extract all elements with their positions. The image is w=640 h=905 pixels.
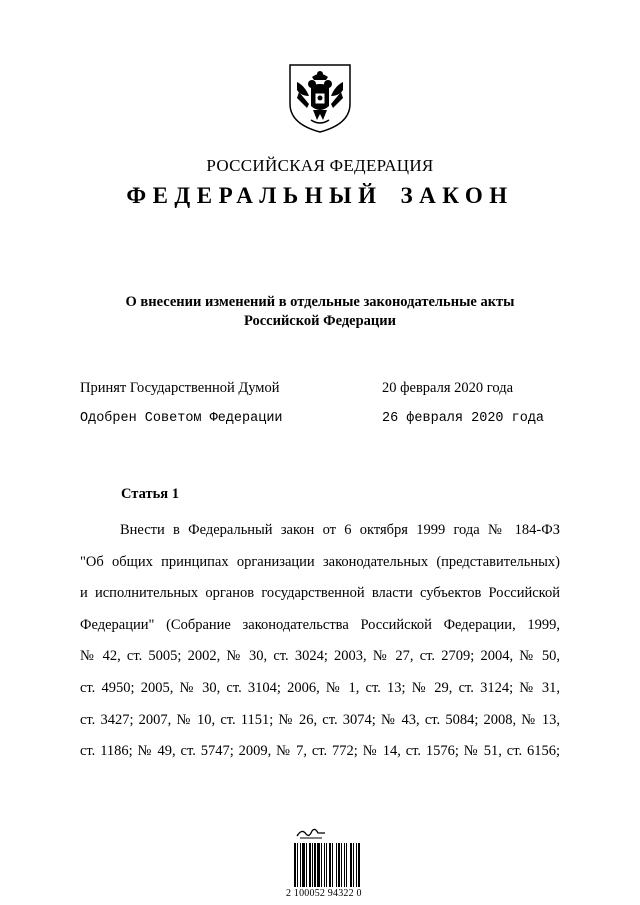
barcode-bar [302,843,305,887]
barcode-bar [356,843,357,887]
barcode-bar [353,843,354,887]
body-line: ст. 4950; 2005, № 30, ст. 3104; 2006, № 1, ст. 13; № 29, ст. 3124; № 31, [80,679,560,696]
barcode-bar [358,843,360,887]
body-line: и исполнительных органов государственной власти субъектов Российской [80,585,560,602]
body-line: "Об общих принципах организации законодательных (представительных) [80,553,560,570]
body-line: Федерации" (Собрание законодательства Российской Федерации, 1999, [80,616,560,633]
barcode-bars-icon [294,843,376,887]
barcode-bar [306,843,307,887]
barcode-bar [314,843,316,887]
adoption-date: 20 февраля 2020 года [382,380,514,396]
law-word-law: ЗАКОН [400,183,514,208]
barcode-bar [326,843,327,887]
law-word-federal: ФЕДЕРАЛЬНЫЙ [126,183,383,208]
barcode-bar [336,843,337,887]
adoption-label: Одобрен Советом Федерации [80,411,283,426]
signature-mark-icon [296,826,326,840]
barcode-bar [350,843,352,887]
barcode-bar [329,843,331,887]
document-type-title [0,183,640,209]
law-subject-title [60,293,580,331]
barcode [286,826,376,899]
barcode-bar [344,843,345,887]
article-body [80,515,560,768]
adoption-label: Принят Государственной Думой [80,380,280,396]
article-heading: Статья 1 [121,486,179,502]
body-line: ст. 3427; 2007, № 10, ст. 1151; № 26, ст. 3074; № 43, ст. 5084; 2008, № 13, [80,711,560,728]
subject-line: О внесении изменений в отдельные законодательные акты [125,294,515,310]
barcode-bar [312,843,313,887]
barcode-bar [321,843,322,887]
barcode-bar [341,843,342,887]
barcode-bar [294,843,296,887]
barcode-bar [297,843,298,887]
barcode-bar [346,843,347,887]
barcode-number: 2 100052 94322 0 [286,888,362,899]
body-line: ст. 1186; № 49, ст. 5747; 2009, № 7, ст. 772; № 14, ст. 1576; № 51, ст. 6156; [80,743,560,760]
body-line: № 42, ст. 5005; 2002, № 30, ст. 3024; 2003, № 27, ст. 2709; 2004, № 50, [80,648,560,665]
country-name: РОССИЙСКАЯ ФЕДЕРАЦИЯ [206,156,434,175]
barcode-bar [317,843,320,887]
barcode-bar [324,843,325,887]
coat-of-arms-icon [287,62,353,134]
subject-line: Российской Федерации [243,313,396,329]
body-line: Внести в Федеральный закон от 6 октября 1999 года № 184-ФЗ [120,522,560,538]
barcode-bar [300,843,301,887]
adoption-date: 26 февраля 2020 года [382,411,545,426]
barcode-bar [332,843,333,887]
barcode-bar [309,843,311,887]
barcode-bar [338,843,340,887]
